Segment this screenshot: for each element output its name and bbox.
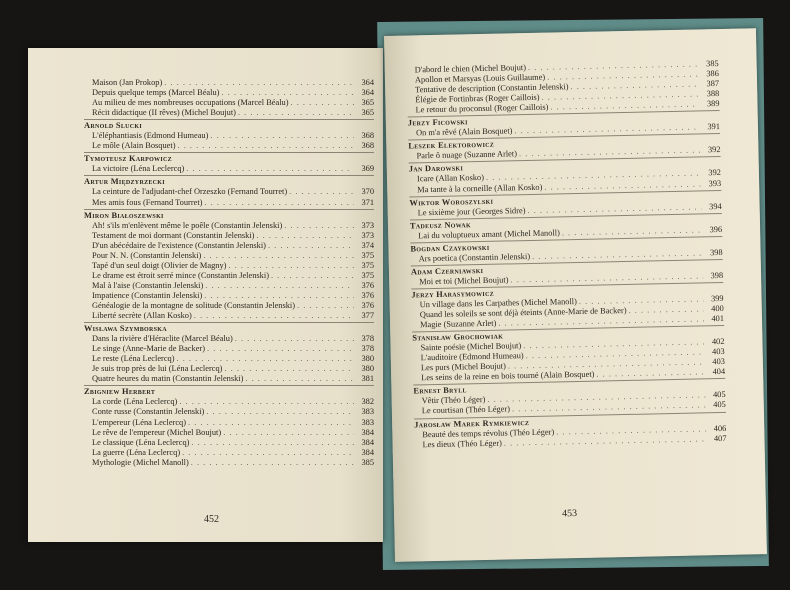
entry-page-number: 368 <box>361 141 374 151</box>
toc-entry <box>84 458 374 468</box>
dot-leader <box>223 428 354 438</box>
entry-title: Liberté secrète (Allan Kosko) <box>92 311 192 321</box>
toc-entry <box>84 448 374 458</box>
entry-page-number: 378 <box>361 344 374 354</box>
entry-page-number: 400 <box>711 303 724 314</box>
entry-page-number: 405 <box>712 390 726 400</box>
entry-title: Ma tante à la corneille (Allan Kosko) <box>417 182 543 194</box>
dot-leader <box>289 187 354 197</box>
entry-page-number: 386 <box>706 69 719 79</box>
author-heading: Bogdan Czaykowski <box>410 242 490 254</box>
toc-entry <box>84 438 374 448</box>
entry-page-number: 403 <box>712 357 725 367</box>
entry-title: Le drame est étroit serré mince (Constantin Jelenski) <box>92 270 269 280</box>
entry-title: Le rêve de l'empereur (Michel Boujut) <box>92 427 222 437</box>
entry-page-number: 375 <box>361 260 374 270</box>
section-divider <box>84 119 374 120</box>
entry-title: Ah! s'ils m'enlèvent même le poêle (Constantin Jelenski) <box>92 220 283 230</box>
dot-leader <box>188 418 354 428</box>
dot-leader <box>182 448 354 458</box>
dot-leader <box>203 251 354 261</box>
left-page <box>28 48 383 542</box>
entry-title: Élégie de Fortinbras (Roger Caillois) <box>415 92 540 105</box>
toc-entry <box>84 428 374 438</box>
dot-leader <box>204 198 354 208</box>
dot-leader <box>186 164 354 174</box>
entry-page-number: 391 <box>707 122 721 132</box>
entry-title: On m'a rêvé (Alain Bosquet) <box>415 126 513 138</box>
entry-page-number: 381 <box>361 374 374 384</box>
entry-page-number: 371 <box>361 197 374 207</box>
right-page-number: 453 <box>561 508 578 520</box>
toc-entry <box>84 397 374 407</box>
dot-leader <box>256 231 354 241</box>
toc-entry <box>84 164 374 174</box>
toc-entry <box>84 311 374 321</box>
entry-page-number: 384 <box>361 447 374 457</box>
entry-title: Parle ô nuage (Suzanne Arlet) <box>416 149 518 161</box>
entry-page-number: 369 <box>361 164 374 174</box>
entry-title: Depuis quelque temps (Marcel Béalu) <box>92 88 220 98</box>
left-page-contents <box>84 78 374 468</box>
entry-title: Mythologie (Michel Manoll) <box>92 457 189 467</box>
entry-title: Le classique (Léna Leclercq) <box>92 437 190 447</box>
entry-page-number: 407 <box>713 433 727 443</box>
entry-title: Beauté des temps révolus (Théo Léger) <box>422 427 555 439</box>
toc-entry <box>84 88 374 98</box>
right-page-contents <box>407 59 727 450</box>
entry-title: Le reste (Léna Leclercq) <box>92 354 175 364</box>
author-heading: Stanisław Grochowiak <box>412 331 504 343</box>
entry-page-number: 376 <box>361 290 374 300</box>
entry-page-number: 383 <box>361 407 374 417</box>
entry-title: Quand les soleils se sont déjà éteints (Anne-Marie de Backer) <box>419 306 627 320</box>
entry-title: Impatience (Constantin Jelenski) <box>92 290 203 300</box>
toc-entry <box>84 281 374 291</box>
entry-title: Ars poetica (Constantin Jelenski) <box>418 251 531 264</box>
entry-title: Lai du voluptueux amant (Michel Manoll) <box>418 228 560 241</box>
entry-page-number: 382 <box>361 397 374 407</box>
entry-page-number: 384 <box>361 427 374 437</box>
entry-title: Quatre heures du matin (Constantin Jelenski) <box>92 374 244 384</box>
entry-title: Généalogie de la montagne de solitude (Constantin Jelenski) <box>92 300 296 310</box>
author-heading: Tymoteusz Karpowicz <box>84 154 172 164</box>
entry-title: Le courtisan (Théo Léger) <box>421 404 511 416</box>
entry-title: D'un abécédaire de l'existence (Constantin Jelenski) <box>92 240 266 250</box>
entry-title: Je suis trop près de lui (Léna Leclercq) <box>92 364 223 374</box>
entry-title: Mes amis fous (Fernand Tourret) <box>92 197 203 207</box>
dot-leader <box>164 78 354 88</box>
section-divider <box>84 385 374 386</box>
entry-title: L'auditoire (Edmond Humeau) <box>420 351 524 363</box>
entry-page-number: 376 <box>361 280 374 290</box>
entry-title: Dans la rivière d'Héraclite (Marcel Béalu) <box>92 334 233 344</box>
entry-title: L'éléphantiasis (Edmond Humeau) <box>92 131 209 141</box>
left-page-number: 452 <box>204 514 219 525</box>
entry-page-number: 364 <box>361 88 374 98</box>
entry-title: Moi et toi (Michel Boujut) <box>419 275 509 287</box>
toc-entry <box>84 344 374 354</box>
dot-leader <box>291 98 354 108</box>
entry-page-number: 398 <box>709 247 723 258</box>
entry-title: L'empereur (Léna Leclercq) <box>92 417 187 427</box>
toc-entry <box>84 364 374 374</box>
author-heading: Ernest Bryll <box>413 385 467 396</box>
dot-leader <box>268 241 354 251</box>
dot-leader <box>191 438 354 448</box>
author-heading: Jerzy Harasymowicz <box>411 288 495 300</box>
toc-entry <box>84 141 374 151</box>
entry-page-number: 404 <box>712 367 726 377</box>
section-divider <box>84 152 374 153</box>
entry-title: Maison (Jan Prokop) <box>92 78 163 87</box>
entry-title: Le sixième jour (Georges Sidre) <box>417 205 526 217</box>
entry-page-number: 380 <box>361 364 374 374</box>
toc-entry <box>84 334 374 344</box>
entry-page-number: 383 <box>361 417 374 427</box>
entry-title: Les seins de la reine en bois tourné (Alain Bosquet) <box>421 369 595 383</box>
toc-entry <box>84 98 374 108</box>
toc-entry <box>84 354 374 364</box>
entry-page-number: 373 <box>361 220 374 230</box>
dot-leader <box>210 131 354 141</box>
entry-page-number: 405 <box>713 400 726 410</box>
entry-title: Apollon et Marsyas (Louis Guillaume) <box>414 72 546 85</box>
toc-entry <box>84 108 374 118</box>
dot-leader <box>245 374 354 384</box>
dot-leader <box>228 261 354 271</box>
entry-page-number: 384 <box>361 437 374 447</box>
author-heading: Zbigniew Herbert <box>84 387 156 397</box>
dot-leader <box>178 141 355 151</box>
entry-title: Pour N. N. (Constantin Jelenski) <box>92 250 202 260</box>
entry-page-number: 406 <box>713 423 727 433</box>
author-heading: Jarosław Marek Rymkiewicz <box>414 417 530 429</box>
author-heading: Miron Białoszewski <box>84 210 164 220</box>
author-heading: Jerzy Ficowski <box>407 117 468 128</box>
dot-leader <box>235 334 354 344</box>
toc-entry <box>84 291 374 301</box>
toc-entry <box>84 221 374 231</box>
entry-page-number: 370 <box>361 187 374 197</box>
entry-title: Icare (Allan Kosko) <box>416 173 485 184</box>
entry-title: La victoire (Léna Leclercq) <box>92 164 185 174</box>
entry-title: La ceinture de l'adjudant-chef Orzeszko (Fernand Tourret) <box>92 187 288 197</box>
toc-entry <box>84 131 374 141</box>
entry-page-number: 378 <box>361 334 374 344</box>
section-divider <box>84 175 374 176</box>
author-heading: Wiktor Woroszylski <box>409 196 494 208</box>
entry-page-number: 364 <box>361 78 374 87</box>
author-heading: Wisława Szymborska <box>84 324 167 334</box>
dot-leader <box>271 271 354 281</box>
entry-page-number: 373 <box>361 230 374 240</box>
entry-title: Conte russe (Constantin Jelenski) <box>92 407 205 417</box>
dot-leader <box>205 281 354 291</box>
entry-page-number: 380 <box>361 354 374 364</box>
dot-leader <box>284 221 354 231</box>
toc-entry <box>84 271 374 281</box>
dot-leader <box>191 458 354 468</box>
dot-leader <box>179 397 354 407</box>
dot-leader <box>194 311 354 321</box>
entry-page-number: 394 <box>708 201 722 211</box>
entry-page-number: 385 <box>361 457 374 467</box>
entry-page-number: 393 <box>708 178 722 188</box>
toc-entry <box>84 407 374 417</box>
dot-leader <box>177 354 354 364</box>
entry-page-number: 365 <box>361 98 374 108</box>
dot-leader <box>224 364 354 374</box>
entry-page-number: 375 <box>361 250 374 260</box>
entry-title: Récit didactique (II rêves) (Michel Boujut) <box>92 108 236 118</box>
entry-page-number: 392 <box>707 145 721 155</box>
author-heading: Adam Czerniawski <box>410 265 484 277</box>
entry-page-number: 376 <box>361 300 374 310</box>
dot-leader <box>206 407 354 417</box>
entry-title: Magie (Suzanne Arlet) <box>419 318 497 330</box>
dot-leader <box>204 291 354 301</box>
entry-title: Le singe (Anne-Marie de Backer) <box>92 344 206 354</box>
entry-page-number: 398 <box>710 270 724 281</box>
entry-title: Tentative de description (Constantin Jelenski) <box>415 82 569 95</box>
toc-entry <box>84 198 374 208</box>
dot-leader <box>221 88 354 98</box>
toc-entry <box>84 261 374 271</box>
entry-page-number: 387 <box>706 79 720 89</box>
dot-leader <box>297 301 354 311</box>
entry-title: La guerre (Léna Leclercq) <box>92 447 181 457</box>
entry-title: Les purs (Michel Boujut) <box>420 361 506 373</box>
entry-page-number: 365 <box>361 108 374 118</box>
toc-entry <box>84 301 374 311</box>
toc-entry <box>84 187 374 197</box>
entry-page-number: 403 <box>712 347 725 357</box>
dot-leader <box>207 344 354 354</box>
right-page <box>384 28 767 562</box>
toc-entry <box>84 78 374 88</box>
entry-page-number: 374 <box>361 240 374 250</box>
toc-entry <box>84 251 374 261</box>
entry-title: Sainte poésie (Michel Boujut) <box>420 341 522 353</box>
toc-entry <box>84 418 374 428</box>
toc-entry <box>84 374 374 384</box>
entry-page-number: 385 <box>705 58 719 69</box>
entry-page-number: 389 <box>706 99 720 109</box>
entry-page-number: 401 <box>711 314 725 324</box>
entry-title: Testament de moi dormant (Constantin Jelenski) <box>92 230 255 240</box>
entry-page-number: 399 <box>710 293 724 304</box>
author-heading: Jan Darowski <box>408 163 464 174</box>
author-heading: Arnold Slucki <box>84 121 143 131</box>
entry-title: Tapé d'un seul doigt (Olivier de Magny) <box>92 260 227 270</box>
entry-title: La corde (Léna Leclercq) <box>92 397 178 407</box>
entry-title: Le môle (Alain Bosquet) <box>92 141 176 151</box>
entry-page-number: 392 <box>708 168 722 178</box>
section-divider <box>84 322 374 323</box>
entry-title: Le retour du proconsul (Roger Caillois) <box>415 102 549 115</box>
entry-page-number: 388 <box>706 89 720 99</box>
entry-title: Un village dans les Carpathes (Michel Manoll) <box>419 297 577 310</box>
entry-title: Mal à l'aise (Constantin Jelenski) <box>92 280 204 290</box>
entry-page-number: 377 <box>361 311 374 321</box>
entry-title: Vêtir (Théo Léger) <box>421 395 486 406</box>
toc-entry <box>84 231 374 241</box>
author-heading: Leszek Elektorowicz <box>408 140 495 151</box>
section-divider <box>84 209 374 210</box>
entry-page-number: 396 <box>709 224 723 234</box>
toc-entry <box>84 241 374 251</box>
entry-page-number: 402 <box>711 337 725 347</box>
author-heading: Tadeusz Nowak <box>409 219 472 231</box>
entry-title: Les dieux (Théo Léger) <box>422 438 502 449</box>
entry-page-number: 368 <box>361 131 374 141</box>
entry-title: D'abord le chien (Michel Boujut) <box>414 63 527 75</box>
dot-leader <box>238 108 354 118</box>
entry-title: Au milieu de mes nombreuses occupations (Marcel Béalu) <box>92 98 289 108</box>
entry-page-number: 375 <box>361 270 374 280</box>
author-heading: Artur Międzyrzecki <box>84 177 165 187</box>
